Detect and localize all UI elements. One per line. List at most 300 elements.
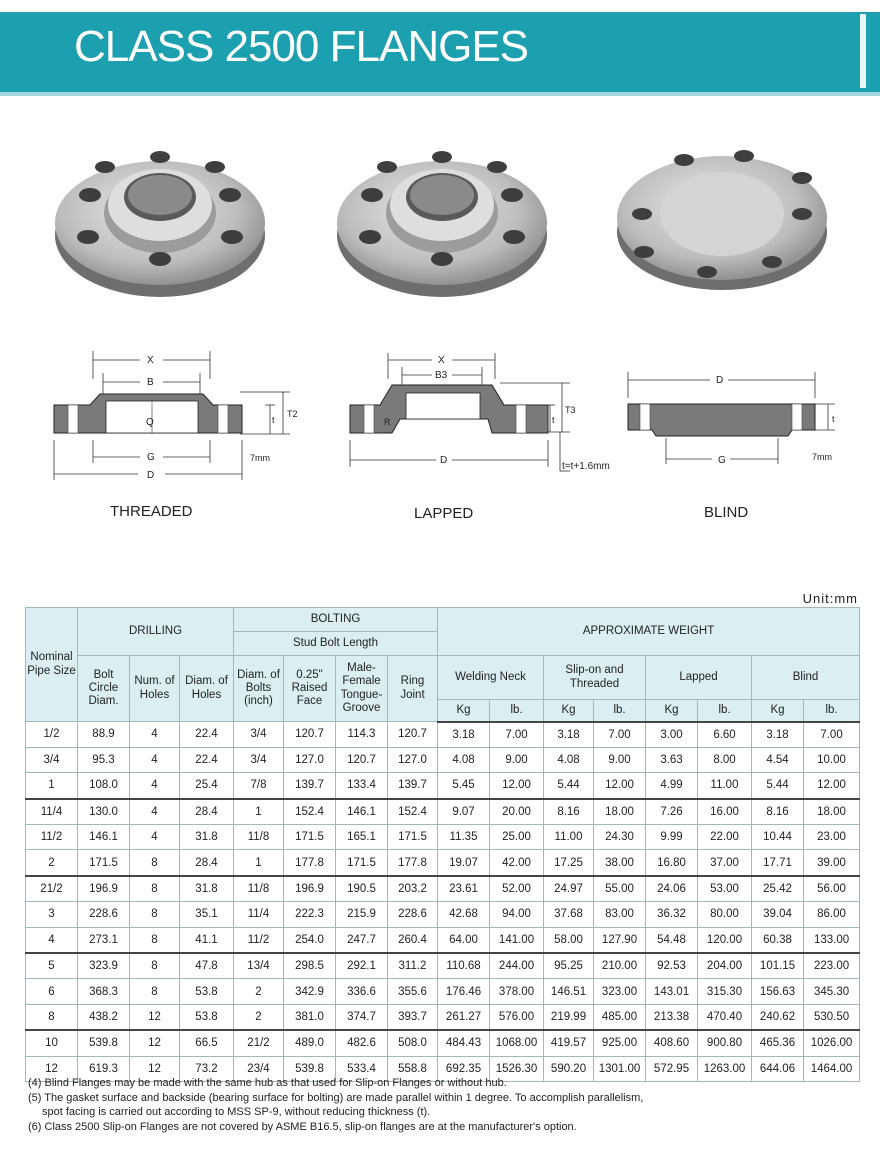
table-cell: 484.43 bbox=[438, 1030, 490, 1056]
table-cell: 254.0 bbox=[284, 927, 336, 953]
table-cell: 22.4 bbox=[180, 747, 234, 772]
table-cell: 576.00 bbox=[490, 1004, 544, 1030]
header-bolt-circle: Bolt Circle Diam. bbox=[78, 656, 130, 722]
blind-label-7mm: 7mm bbox=[812, 452, 832, 462]
table-cell: 10.44 bbox=[752, 825, 804, 850]
table-cell: 489.0 bbox=[284, 1030, 336, 1056]
threaded-cross-section bbox=[40, 345, 310, 485]
header-lb: lb. bbox=[594, 700, 646, 722]
table-cell: 24.97 bbox=[544, 876, 594, 902]
table-cell: 53.8 bbox=[180, 1004, 234, 1030]
table-cell: 692.35 bbox=[438, 1056, 490, 1081]
table-cell: 190.5 bbox=[336, 876, 388, 902]
table-cell: 55.00 bbox=[594, 876, 646, 902]
table-cell: 12 bbox=[130, 1056, 180, 1081]
table-cell: 11.00 bbox=[698, 773, 752, 799]
table-cell: 8 bbox=[130, 953, 180, 979]
lapped-label-b3: B3 bbox=[435, 370, 448, 381]
table-cell: 2 bbox=[234, 979, 284, 1004]
header-diam-holes: Diam. of Holes bbox=[180, 656, 234, 722]
table-cell: 60.38 bbox=[752, 927, 804, 953]
table-cell: 3.18 bbox=[438, 722, 490, 748]
table-cell: 171.5 bbox=[284, 825, 336, 850]
table-cell: 24.06 bbox=[646, 876, 698, 902]
header-diam-bolts: Diam. of Bolts (inch) bbox=[234, 656, 284, 722]
lapped-label-r: R bbox=[384, 417, 391, 427]
table-cell: 146.51 bbox=[544, 979, 594, 1004]
blind-label-d: D bbox=[716, 375, 724, 386]
table-cell: 171.5 bbox=[388, 825, 438, 850]
table-cell: 42.68 bbox=[438, 902, 490, 927]
table-row bbox=[26, 876, 860, 902]
table-cell: 558.8 bbox=[388, 1056, 438, 1081]
table-cell: 323.00 bbox=[594, 979, 646, 1004]
table-cell: 17.71 bbox=[752, 850, 804, 876]
table-cell: 228.6 bbox=[78, 902, 130, 927]
table-cell: 8 bbox=[130, 902, 180, 927]
table-cell: 11/4 bbox=[26, 799, 78, 825]
header-drilling: DRILLING bbox=[78, 608, 234, 656]
footnotes bbox=[28, 1076, 643, 1134]
table-cell: 152.4 bbox=[388, 799, 438, 825]
table-cell: 11.35 bbox=[438, 825, 490, 850]
table-cell: 8.16 bbox=[544, 799, 594, 825]
table-cell: 244.00 bbox=[490, 953, 544, 979]
table-cell: 47.8 bbox=[180, 953, 234, 979]
table-cell: 323.9 bbox=[78, 953, 130, 979]
blind-flange-photo bbox=[612, 140, 832, 295]
table-cell: 210.00 bbox=[594, 953, 646, 979]
table-cell: 11.00 bbox=[544, 825, 594, 850]
table-cell: 222.3 bbox=[284, 902, 336, 927]
table-body bbox=[26, 722, 860, 1082]
threaded-label-t2: T2 bbox=[287, 409, 298, 419]
table-cell: 9.00 bbox=[594, 747, 646, 772]
lapped-cross-section bbox=[340, 345, 630, 485]
table-cell: 1464.00 bbox=[804, 1056, 860, 1081]
table-cell: 11/8 bbox=[234, 825, 284, 850]
table-cell: 1301.00 bbox=[594, 1056, 646, 1081]
table-cell: 139.7 bbox=[284, 773, 336, 799]
threaded-label-x: X bbox=[147, 355, 154, 366]
table-cell: 12 bbox=[130, 1030, 180, 1056]
table-cell: 355.6 bbox=[388, 979, 438, 1004]
table-cell: 247.7 bbox=[336, 927, 388, 953]
table-cell: 572.95 bbox=[646, 1056, 698, 1081]
flange-spec-table bbox=[25, 607, 860, 1082]
table-cell: 176.46 bbox=[438, 979, 490, 1004]
table-cell: 56.00 bbox=[804, 876, 860, 902]
table-cell: 25.4 bbox=[180, 773, 234, 799]
table-cell: 393.7 bbox=[388, 1004, 438, 1030]
table-cell: 95.3 bbox=[78, 747, 130, 772]
lapped-label-x: X bbox=[438, 355, 445, 366]
table-cell: 16.80 bbox=[646, 850, 698, 876]
table-cell: 7.00 bbox=[594, 722, 646, 748]
table-cell: 120.7 bbox=[336, 747, 388, 772]
header-raised-face: 0.25" Raised Face bbox=[284, 656, 336, 722]
table-cell: 39.00 bbox=[804, 850, 860, 876]
table-cell: 345.30 bbox=[804, 979, 860, 1004]
table-row bbox=[26, 850, 860, 876]
table-cell: 408.60 bbox=[646, 1030, 698, 1056]
table-cell: 3.18 bbox=[752, 722, 804, 748]
table-cell: 3/4 bbox=[234, 722, 284, 748]
table-cell: 17.25 bbox=[544, 850, 594, 876]
blind-label-g: G bbox=[718, 455, 726, 466]
table-cell: 24.30 bbox=[594, 825, 646, 850]
table-cell: 31.8 bbox=[180, 825, 234, 850]
table-cell: 3.18 bbox=[544, 722, 594, 748]
table-cell: 86.00 bbox=[804, 902, 860, 927]
threaded-label-t: t bbox=[272, 415, 275, 425]
table-cell: 644.06 bbox=[752, 1056, 804, 1081]
table-cell: 5 bbox=[26, 953, 78, 979]
table-cell: 4 bbox=[26, 927, 78, 953]
header-nominal: Nominal Pipe Size bbox=[26, 608, 78, 722]
table-cell: 8 bbox=[130, 927, 180, 953]
table-cell: 12 bbox=[130, 1004, 180, 1030]
table-cell: 18.00 bbox=[804, 799, 860, 825]
table-row bbox=[26, 953, 860, 979]
table-cell: 12 bbox=[26, 1056, 78, 1081]
table-cell: 6.60 bbox=[698, 722, 752, 748]
table-cell: 378.00 bbox=[490, 979, 544, 1004]
lapped-label-d: D bbox=[440, 455, 448, 466]
table-cell: 22.00 bbox=[698, 825, 752, 850]
threaded-label-q: Q bbox=[146, 417, 154, 428]
table-cell: 130.0 bbox=[78, 799, 130, 825]
caption-blind: BLIND bbox=[704, 504, 749, 521]
table-cell: 165.1 bbox=[336, 825, 388, 850]
table-cell: 1 bbox=[26, 773, 78, 799]
table-cell: 2 bbox=[234, 1004, 284, 1030]
table-cell: 9.07 bbox=[438, 799, 490, 825]
table-cell: 7/8 bbox=[234, 773, 284, 799]
table-cell: 315.30 bbox=[698, 979, 752, 1004]
header-kg: Kg bbox=[438, 700, 490, 722]
table-cell: 54.48 bbox=[646, 927, 698, 953]
table-cell: 8 bbox=[26, 1004, 78, 1030]
footnote-5-continued: spot facing is carried out according to MSS SP-9, without reducing thickness (t). bbox=[42, 1106, 431, 1118]
table-cell: 52.00 bbox=[490, 876, 544, 902]
table-cell: 92.53 bbox=[646, 953, 698, 979]
footnote-5: (5) The gasket surface and backside (bearing surface for bolting) are made parallel within 1 degree. To accomplish parallelism, bbox=[28, 1091, 644, 1104]
threaded-label-d: D bbox=[147, 470, 155, 481]
table-cell: 53.00 bbox=[698, 876, 752, 902]
table-cell: 311.2 bbox=[388, 953, 438, 979]
table-cell: 133.00 bbox=[804, 927, 860, 953]
unit-label: Unit:mm bbox=[802, 591, 858, 606]
table-cell: 7.26 bbox=[646, 799, 698, 825]
table-row bbox=[26, 927, 860, 953]
table-cell: 37.00 bbox=[698, 850, 752, 876]
table-cell: 196.9 bbox=[284, 876, 336, 902]
table-cell: 5.44 bbox=[752, 773, 804, 799]
table-cell: 219.99 bbox=[544, 1004, 594, 1030]
table-cell: 261.27 bbox=[438, 1004, 490, 1030]
table-row bbox=[26, 902, 860, 927]
table-cell: 143.01 bbox=[646, 979, 698, 1004]
table-cell: 23.00 bbox=[804, 825, 860, 850]
table-cell: 10 bbox=[26, 1030, 78, 1056]
table-cell: 470.40 bbox=[698, 1004, 752, 1030]
header-num-holes: Num. of Holes bbox=[130, 656, 180, 722]
table-cell: 260.4 bbox=[388, 927, 438, 953]
header-ring-joint: Ring Joint bbox=[388, 656, 438, 722]
table-cell: 215.9 bbox=[336, 902, 388, 927]
header-lb: lb. bbox=[698, 700, 752, 722]
table-cell: 146.1 bbox=[336, 799, 388, 825]
table-cell: 12.00 bbox=[594, 773, 646, 799]
table-cell: 5.45 bbox=[438, 773, 490, 799]
table-cell: 127.90 bbox=[594, 927, 646, 953]
table-cell: 374.7 bbox=[336, 1004, 388, 1030]
table-cell: 539.8 bbox=[78, 1030, 130, 1056]
header-lb: lb. bbox=[804, 700, 860, 722]
table-cell: 31.8 bbox=[180, 876, 234, 902]
table-cell: 20.00 bbox=[490, 799, 544, 825]
table-cell: 9.00 bbox=[490, 747, 544, 772]
table-cell: 152.4 bbox=[284, 799, 336, 825]
header-bolting: BOLTING bbox=[234, 608, 438, 632]
table-cell: 4 bbox=[130, 773, 180, 799]
table-cell: 4.08 bbox=[438, 747, 490, 772]
header-male-female: Male- Female Tongue- Groove bbox=[336, 656, 388, 722]
table-cell: 64.00 bbox=[438, 927, 490, 953]
table-cell: 25.00 bbox=[490, 825, 544, 850]
table-cell: 3.00 bbox=[646, 722, 698, 748]
table-cell: 228.6 bbox=[388, 902, 438, 927]
table-cell: 1263.00 bbox=[698, 1056, 752, 1081]
table-cell: 3 bbox=[26, 902, 78, 927]
table-cell: 94.00 bbox=[490, 902, 544, 927]
table-cell: 533.4 bbox=[336, 1056, 388, 1081]
table-cell: 58.00 bbox=[544, 927, 594, 953]
table-cell: 204.00 bbox=[698, 953, 752, 979]
caption-threaded: THREADED bbox=[110, 503, 193, 520]
footnote-6: (6) Class 2500 Slip-on Flanges are not covered by ASME B16.5, slip-on flanges are at the manufacturer's option. bbox=[28, 1120, 577, 1133]
table-cell: 4.54 bbox=[752, 747, 804, 772]
table-cell: 110.68 bbox=[438, 953, 490, 979]
table-cell: 120.7 bbox=[388, 722, 438, 748]
table-cell: 18.00 bbox=[594, 799, 646, 825]
header-slip-on: Slip-on and Threaded bbox=[544, 656, 646, 700]
header-lapped: Lapped bbox=[646, 656, 752, 700]
table-cell: 292.1 bbox=[336, 953, 388, 979]
table-cell: 8.00 bbox=[698, 747, 752, 772]
table-cell: 530.50 bbox=[804, 1004, 860, 1030]
table-cell: 66.5 bbox=[180, 1030, 234, 1056]
table-cell: 8 bbox=[130, 876, 180, 902]
table-cell: 2 bbox=[26, 850, 78, 876]
table-cell: 171.5 bbox=[78, 850, 130, 876]
header-lb: lb. bbox=[490, 700, 544, 722]
table-cell: 80.00 bbox=[698, 902, 752, 927]
footnote-4: (4) Blind Flanges may be made with the same hub as that used for Slip-on Flanges or without hub. bbox=[28, 1077, 507, 1089]
table-cell: 482.6 bbox=[336, 1030, 388, 1056]
table-cell: 8 bbox=[130, 979, 180, 1004]
table-cell: 925.00 bbox=[594, 1030, 646, 1056]
header-kg: Kg bbox=[646, 700, 698, 722]
threaded-label-7mm: 7mm bbox=[250, 453, 270, 463]
lapped-flange-photo bbox=[332, 135, 552, 300]
table-cell: 298.5 bbox=[284, 953, 336, 979]
table-cell: 203.2 bbox=[388, 876, 438, 902]
table-cell: 3/4 bbox=[234, 747, 284, 772]
table-cell: 4.99 bbox=[646, 773, 698, 799]
table-cell: 25.42 bbox=[752, 876, 804, 902]
table-cell: 38.00 bbox=[594, 850, 646, 876]
table-cell: 16.00 bbox=[698, 799, 752, 825]
header-stud: Stud Bolt Length bbox=[234, 632, 438, 656]
table-cell: 485.00 bbox=[594, 1004, 646, 1030]
table-cell: 120.00 bbox=[698, 927, 752, 953]
threaded-label-g: G bbox=[147, 452, 155, 463]
table-cell: 1 bbox=[234, 799, 284, 825]
table-cell: 3/4 bbox=[26, 747, 78, 772]
table-cell: 156.63 bbox=[752, 979, 804, 1004]
table-cell: 11/8 bbox=[234, 876, 284, 902]
blind-cross-section bbox=[620, 360, 850, 480]
table-cell: 9.99 bbox=[646, 825, 698, 850]
threaded-flange-photo bbox=[50, 135, 270, 300]
table-cell: 53.8 bbox=[180, 979, 234, 1004]
table-cell: 108.0 bbox=[78, 773, 130, 799]
table-cell: 1068.00 bbox=[490, 1030, 544, 1056]
table-cell: 3.63 bbox=[646, 747, 698, 772]
table-cell: 28.4 bbox=[180, 799, 234, 825]
table-cell: 7.00 bbox=[490, 722, 544, 748]
table-cell: 438.2 bbox=[78, 1004, 130, 1030]
table-cell: 4 bbox=[130, 799, 180, 825]
table-cell: 8 bbox=[130, 850, 180, 876]
table-cell: 28.4 bbox=[180, 850, 234, 876]
table-cell: 177.8 bbox=[284, 850, 336, 876]
table-cell: 23.61 bbox=[438, 876, 490, 902]
lapped-label-formula: t=t+1.6mm bbox=[562, 461, 610, 472]
table-cell: 465.36 bbox=[752, 1030, 804, 1056]
table-cell: 4.08 bbox=[544, 747, 594, 772]
table-cell: 368.3 bbox=[78, 979, 130, 1004]
header-weight: APPROXIMATE WEIGHT bbox=[438, 608, 860, 656]
caption-lapped: LAPPED bbox=[414, 505, 474, 522]
table-cell: 177.8 bbox=[388, 850, 438, 876]
table-cell: 223.00 bbox=[804, 953, 860, 979]
table-cell: 11/2 bbox=[26, 825, 78, 850]
threaded-label-b: B bbox=[147, 377, 154, 388]
table-cell: 19.07 bbox=[438, 850, 490, 876]
table-cell: 5.44 bbox=[544, 773, 594, 799]
table-cell: 4 bbox=[130, 722, 180, 748]
lapped-label-t3: T3 bbox=[565, 405, 576, 415]
banner-accent-bar bbox=[860, 14, 866, 88]
table-cell: 88.9 bbox=[78, 722, 130, 748]
table-cell: 539.8 bbox=[284, 1056, 336, 1081]
table-cell: 95.25 bbox=[544, 953, 594, 979]
table-cell: 83.00 bbox=[594, 902, 646, 927]
table-cell: 213.38 bbox=[646, 1004, 698, 1030]
table-cell: 101.15 bbox=[752, 953, 804, 979]
table-cell: 11/2 bbox=[234, 927, 284, 953]
table-cell: 127.0 bbox=[284, 747, 336, 772]
table-cell: 114.3 bbox=[336, 722, 388, 748]
table-cell: 7.00 bbox=[804, 722, 860, 748]
lapped-label-t: t bbox=[552, 415, 555, 425]
table-cell: 39.04 bbox=[752, 902, 804, 927]
table-cell: 35.1 bbox=[180, 902, 234, 927]
table-row bbox=[26, 747, 860, 772]
table-cell: 146.1 bbox=[78, 825, 130, 850]
table-cell: 127.0 bbox=[388, 747, 438, 772]
table-cell: 141.00 bbox=[490, 927, 544, 953]
table-cell: 1/2 bbox=[26, 722, 78, 748]
table-cell: 22.4 bbox=[180, 722, 234, 748]
table-cell: 36.32 bbox=[646, 902, 698, 927]
table-cell: 4 bbox=[130, 747, 180, 772]
table-cell: 13/4 bbox=[234, 953, 284, 979]
table-cell: 120.7 bbox=[284, 722, 336, 748]
table-cell: 381.0 bbox=[284, 1004, 336, 1030]
banner-underline bbox=[0, 92, 880, 96]
page-title: CLASS 2500 FLANGES bbox=[74, 22, 529, 71]
header-kg: Kg bbox=[752, 700, 804, 722]
table-cell: 8.16 bbox=[752, 799, 804, 825]
table-cell: 1 bbox=[234, 850, 284, 876]
table-cell: 12.00 bbox=[490, 773, 544, 799]
table-cell: 273.1 bbox=[78, 927, 130, 953]
table-cell: 37.68 bbox=[544, 902, 594, 927]
table-cell: 21/2 bbox=[26, 876, 78, 902]
table-cell: 590.20 bbox=[544, 1056, 594, 1081]
table-cell: 10.00 bbox=[804, 747, 860, 772]
table-cell: 508.0 bbox=[388, 1030, 438, 1056]
table-cell: 133.4 bbox=[336, 773, 388, 799]
table-cell: 1026.00 bbox=[804, 1030, 860, 1056]
table-cell: 23/4 bbox=[234, 1056, 284, 1081]
table-cell: 42.00 bbox=[490, 850, 544, 876]
table-row bbox=[26, 1004, 860, 1030]
table-cell: 73.2 bbox=[180, 1056, 234, 1081]
table-cell: 12.00 bbox=[804, 773, 860, 799]
table-cell: 240.62 bbox=[752, 1004, 804, 1030]
header-kg: Kg bbox=[544, 700, 594, 722]
table-cell: 21/2 bbox=[234, 1030, 284, 1056]
table-row bbox=[26, 799, 860, 825]
table-row bbox=[26, 979, 860, 1004]
table-cell: 419.57 bbox=[544, 1030, 594, 1056]
table-cell: 196.9 bbox=[78, 876, 130, 902]
table-cell: 139.7 bbox=[388, 773, 438, 799]
header-welding-neck: Welding Neck bbox=[438, 656, 544, 700]
table-cell: 619.3 bbox=[78, 1056, 130, 1081]
table-cell: 41.1 bbox=[180, 927, 234, 953]
table-row bbox=[26, 825, 860, 850]
table-row bbox=[26, 773, 860, 799]
table-cell: 342.9 bbox=[284, 979, 336, 1004]
table-cell: 11/4 bbox=[234, 902, 284, 927]
blind-label-t: t bbox=[832, 414, 835, 424]
table-cell: 900.80 bbox=[698, 1030, 752, 1056]
table-row bbox=[26, 722, 860, 748]
table-cell: 171.5 bbox=[336, 850, 388, 876]
table-cell: 4 bbox=[130, 825, 180, 850]
table-row bbox=[26, 1030, 860, 1056]
table-cell: 1526.30 bbox=[490, 1056, 544, 1081]
table-cell: 336.6 bbox=[336, 979, 388, 1004]
table-cell: 6 bbox=[26, 979, 78, 1004]
header-blind: Blind bbox=[752, 656, 860, 700]
